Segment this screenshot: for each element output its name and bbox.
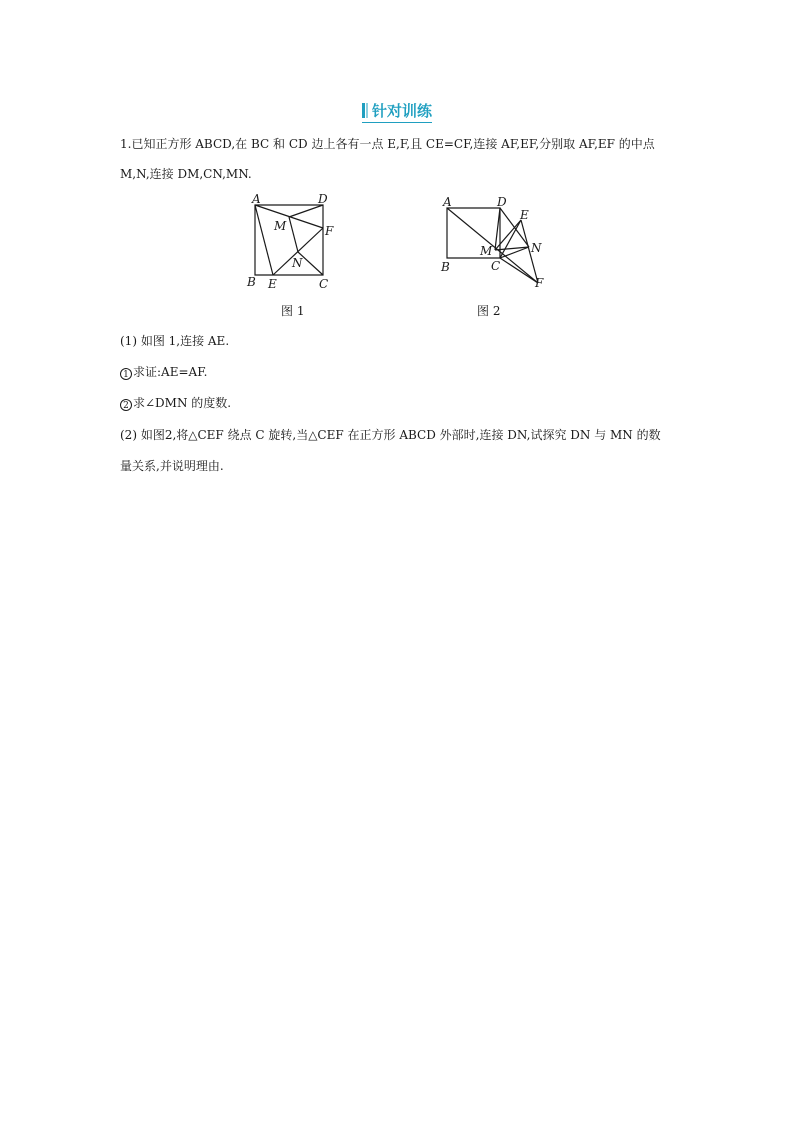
- problem-line-2: M,N,连接 DM,CN,MN.: [120, 167, 252, 181]
- fig2-line-DM: [495, 208, 500, 250]
- circled-number-1: 1: [120, 368, 132, 380]
- fig1-label-B: B: [247, 275, 256, 289]
- fig1-line-DM: [289, 205, 323, 217]
- fig1-label-F: F: [325, 224, 334, 238]
- part-2-line-2: 量关系,并说明理由.: [120, 459, 224, 473]
- fig2-label-C: C: [491, 259, 501, 273]
- sub-question-2: [120, 396, 675, 411]
- fig1-label-E: E: [268, 277, 277, 291]
- fig2-label-N: N: [531, 241, 542, 255]
- fig2-label-B: B: [441, 260, 450, 274]
- fig2-label-E: E: [520, 208, 529, 222]
- section-title: [362, 100, 432, 123]
- part-1-text: (1) 如图 1,连接 AE.: [120, 334, 230, 348]
- title-bar-decoration: [362, 103, 365, 118]
- circled-number-2: 2: [120, 399, 132, 411]
- fig1-label-M: M: [274, 219, 287, 233]
- fig1-label-D: D: [318, 192, 328, 206]
- part-2-line-1: (2) 如图2,将△CEF 绕点 C 旋转,当△CEF 在正方形 ABCD 外部时,连接 DN,试探究 DN 与 MN 的数: [120, 428, 661, 442]
- fig2-label-M: M: [480, 244, 493, 258]
- problem-line-1: 1.已知正方形 ABCD,在 BC 和 CD 边上各有一点 E,F,且 CE=CF,连接 AF,EF,分别取 AF,EF 的中点: [120, 137, 655, 151]
- figure-2-caption: 图 2: [477, 304, 501, 318]
- title-bar-decoration-light: [366, 103, 368, 118]
- fig2-line-ME: [495, 220, 521, 250]
- fig1-label-C: C: [319, 277, 329, 291]
- fig2-label-F: F: [535, 276, 544, 290]
- sub-question-1-text: 求证:AE=AF.: [133, 365, 208, 379]
- sub-question-2-text: 求∠DMN 的度数.: [133, 396, 232, 410]
- figure-1-diagram: [240, 190, 340, 295]
- section-header: [0, 100, 794, 123]
- fig2-line-CE: [500, 220, 521, 258]
- fig2-label-D: D: [497, 195, 507, 209]
- fig1-line-AE: [255, 205, 273, 275]
- fig1-label-N: N: [292, 256, 303, 270]
- figure-2-diagram: [435, 190, 555, 295]
- sub-question-1: [120, 365, 675, 380]
- fig1-label-A: A: [252, 192, 261, 206]
- section-title-text: 针对训练: [371, 102, 432, 120]
- figure-1-caption: 图 1: [281, 304, 305, 318]
- fig1-line-MN: [289, 217, 298, 252]
- fig2-label-A: A: [443, 195, 452, 209]
- fig1-square: [255, 205, 323, 275]
